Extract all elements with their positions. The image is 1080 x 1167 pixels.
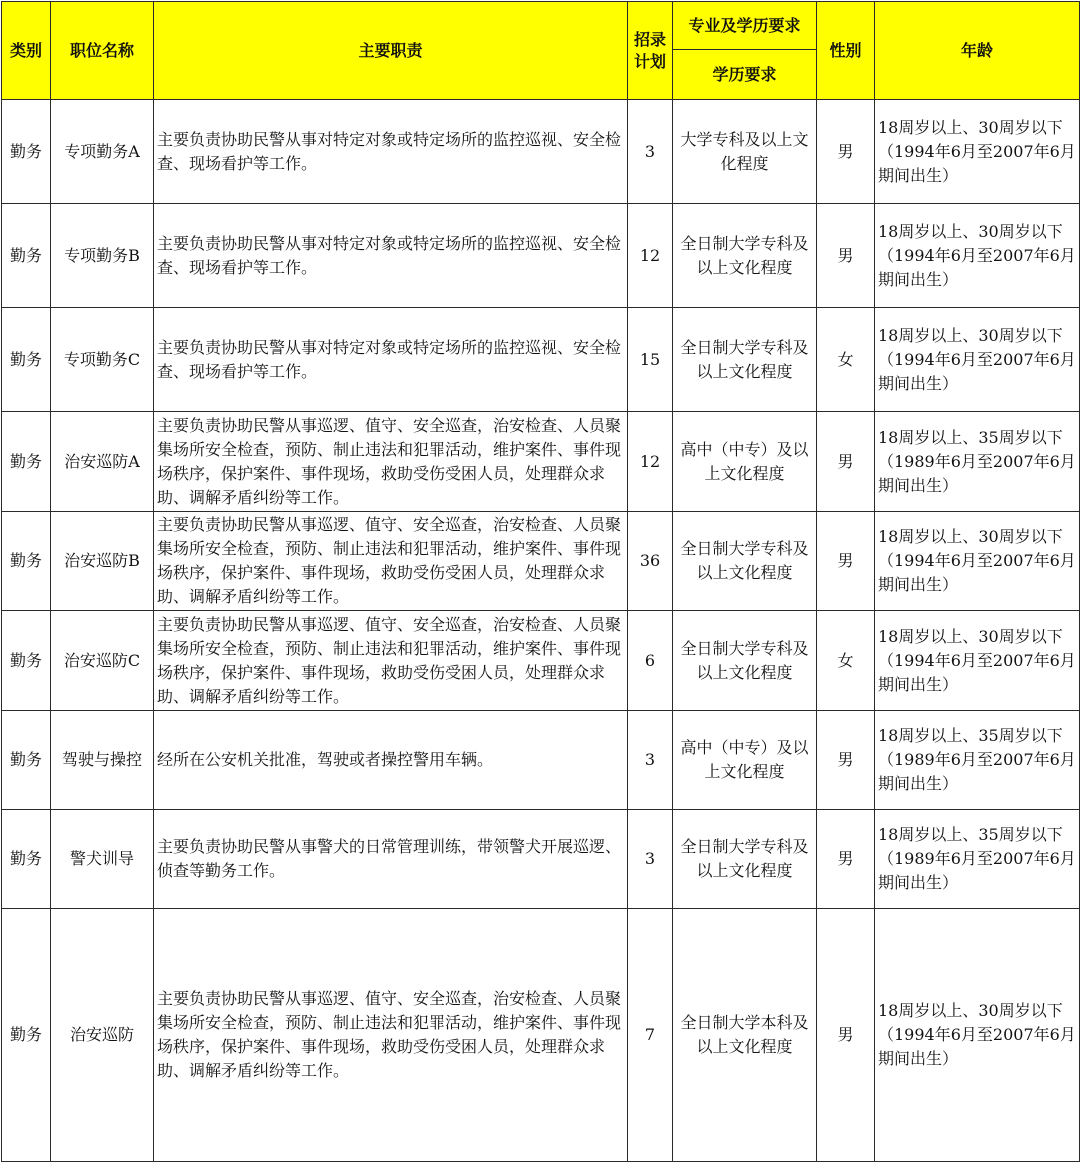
row-recruit-plan: 3 <box>628 810 673 909</box>
row-age: 18周岁以上、30周岁以下（1994年6月至2007年6月期间出生） <box>875 100 1080 204</box>
row-category: 勤务 <box>2 909 51 1162</box>
row-position-name: 驾驶与操控 <box>51 711 154 810</box>
row-edu-requirement: 全日制大学专科及以上文化程度 <box>673 512 817 611</box>
row-category: 勤务 <box>2 412 51 512</box>
row-age: 18周岁以上、30周岁以下（1994年6月至2007年6月期间出生） <box>875 909 1080 1162</box>
table-row <box>2 810 1080 909</box>
header-main-duties: 主要职责 <box>154 2 628 100</box>
row-gender: 男 <box>817 412 875 512</box>
row-main-duties: 主要负责协助民警从事对特定对象或特定场所的监控巡视、安全检查、现场看护等工作。 <box>154 100 628 204</box>
table-row <box>2 412 1080 512</box>
recruitment-table <box>1 1 1080 1162</box>
row-main-duties: 主要负责协助民警从事警犬的日常管理训练，带领警犬开展巡逻、侦查等勤务工作。 <box>154 810 628 909</box>
row-edu-requirement: 高中（中专）及以上文化程度 <box>673 711 817 810</box>
row-age: 18周岁以上、30周岁以下（1994年6月至2007年6月期间出生） <box>875 308 1080 412</box>
table-row <box>2 308 1080 412</box>
row-gender: 男 <box>817 909 875 1162</box>
row-position-name: 治安巡防A <box>51 412 154 512</box>
table-row <box>2 512 1080 611</box>
row-category: 勤务 <box>2 308 51 412</box>
header-edu-requirement: 学历要求 <box>673 50 817 100</box>
row-gender: 女 <box>817 308 875 412</box>
row-main-duties: 主要负责协助民警从事对特定对象或特定场所的监控巡视、安全检查、现场看护等工作。 <box>154 308 628 412</box>
row-recruit-plan: 3 <box>628 711 673 810</box>
row-age: 18周岁以上、30周岁以下（1994年6月至2007年6月期间出生） <box>875 611 1080 711</box>
row-position-name: 治安巡防B <box>51 512 154 611</box>
row-recruit-plan: 36 <box>628 512 673 611</box>
row-category: 勤务 <box>2 810 51 909</box>
table-row <box>2 711 1080 810</box>
row-main-duties: 主要负责协助民警从事巡逻、值守、安全巡查，治安检查、人员聚集场所安全检查，预防、制止违法和犯罪活动，维护案件、事件现场秩序，保护案件、事件现场，救助受伤受困人员，处理群众求助、调解矛盾纠纷等工作。 <box>154 611 628 711</box>
row-recruit-plan: 7 <box>628 909 673 1162</box>
row-edu-requirement: 全日制大学专科及以上文化程度 <box>673 204 817 308</box>
row-main-duties: 主要负责协助民警从事对特定对象或特定场所的监控巡视、安全检查、现场看护等工作。 <box>154 204 628 308</box>
row-recruit-plan: 12 <box>628 204 673 308</box>
row-gender: 男 <box>817 711 875 810</box>
row-category: 勤务 <box>2 711 51 810</box>
row-position-name: 专项勤务C <box>51 308 154 412</box>
row-gender: 男 <box>817 512 875 611</box>
row-category: 勤务 <box>2 512 51 611</box>
row-main-duties: 经所在公安机关批准，驾驶或者操控警用车辆。 <box>154 711 628 810</box>
header-recruit-plan: 招录计划 <box>628 2 673 100</box>
row-category: 勤务 <box>2 611 51 711</box>
row-age: 18周岁以上、30周岁以下（1994年6月至2007年6月期间出生） <box>875 512 1080 611</box>
row-recruit-plan: 15 <box>628 308 673 412</box>
row-position-name: 警犬训导 <box>51 810 154 909</box>
row-category: 勤务 <box>2 204 51 308</box>
row-age: 18周岁以上、35周岁以下（1989年6月至2007年6月期间出生） <box>875 711 1080 810</box>
row-recruit-plan: 12 <box>628 412 673 512</box>
header-category: 类别 <box>2 2 51 100</box>
row-position-name: 专项勤务B <box>51 204 154 308</box>
row-position-name: 治安巡防 <box>51 909 154 1162</box>
row-edu-requirement: 高中（中专）及以上文化程度 <box>673 412 817 512</box>
row-gender: 男 <box>817 810 875 909</box>
table-row <box>2 611 1080 711</box>
table-row <box>2 100 1080 204</box>
row-edu-requirement: 全日制大学专科及以上文化程度 <box>673 308 817 412</box>
header-major-edu-group: 专业及学历要求 <box>673 2 817 50</box>
row-gender: 男 <box>817 204 875 308</box>
row-position-name: 治安巡防C <box>51 611 154 711</box>
row-recruit-plan: 3 <box>628 100 673 204</box>
row-edu-requirement: 全日制大学本科及以上文化程度 <box>673 909 817 1162</box>
table-body <box>2 100 1080 1162</box>
row-main-duties: 主要负责协助民警从事巡逻、值守、安全巡查，治安检查、人员聚集场所安全检查，预防、制止违法和犯罪活动，维护案件、事件现场秩序，保护案件、事件现场，救助受伤受困人员，处理群众求助、调解矛盾纠纷等工作。 <box>154 412 628 512</box>
row-gender: 男 <box>817 100 875 204</box>
row-age: 18周岁以上、30周岁以下（1994年6月至2007年6月期间出生） <box>875 204 1080 308</box>
row-edu-requirement: 全日制大学专科及以上文化程度 <box>673 810 817 909</box>
row-main-duties: 主要负责协助民警从事巡逻、值守、安全巡查，治安检查、人员聚集场所安全检查，预防、制止违法和犯罪活动，维护案件、事件现场秩序，保护案件、事件现场，救助受伤受困人员，处理群众求助、调解矛盾纠纷等工作。 <box>154 512 628 611</box>
row-category: 勤务 <box>2 100 51 204</box>
row-recruit-plan: 6 <box>628 611 673 711</box>
row-age: 18周岁以上、35周岁以下（1989年6月至2007年6月期间出生） <box>875 412 1080 512</box>
header-age: 年龄 <box>875 2 1080 100</box>
table-row <box>2 204 1080 308</box>
row-edu-requirement: 大学专科及以上文化程度 <box>673 100 817 204</box>
row-edu-requirement: 全日制大学专科及以上文化程度 <box>673 611 817 711</box>
row-age: 18周岁以上、35周岁以下（1989年6月至2007年6月期间出生） <box>875 810 1080 909</box>
table-row <box>2 909 1080 1162</box>
row-position-name: 专项勤务A <box>51 100 154 204</box>
header-position-name: 职位名称 <box>51 2 154 100</box>
row-main-duties: 主要负责协助民警从事巡逻、值守、安全巡查，治安检查、人员聚集场所安全检查，预防、制止违法和犯罪活动，维护案件、事件现场秩序，保护案件、事件现场，救助受伤受困人员，处理群众求助、调解矛盾纠纷等工作。 <box>154 909 628 1162</box>
row-gender: 女 <box>817 611 875 711</box>
header-gender: 性别 <box>817 2 875 100</box>
